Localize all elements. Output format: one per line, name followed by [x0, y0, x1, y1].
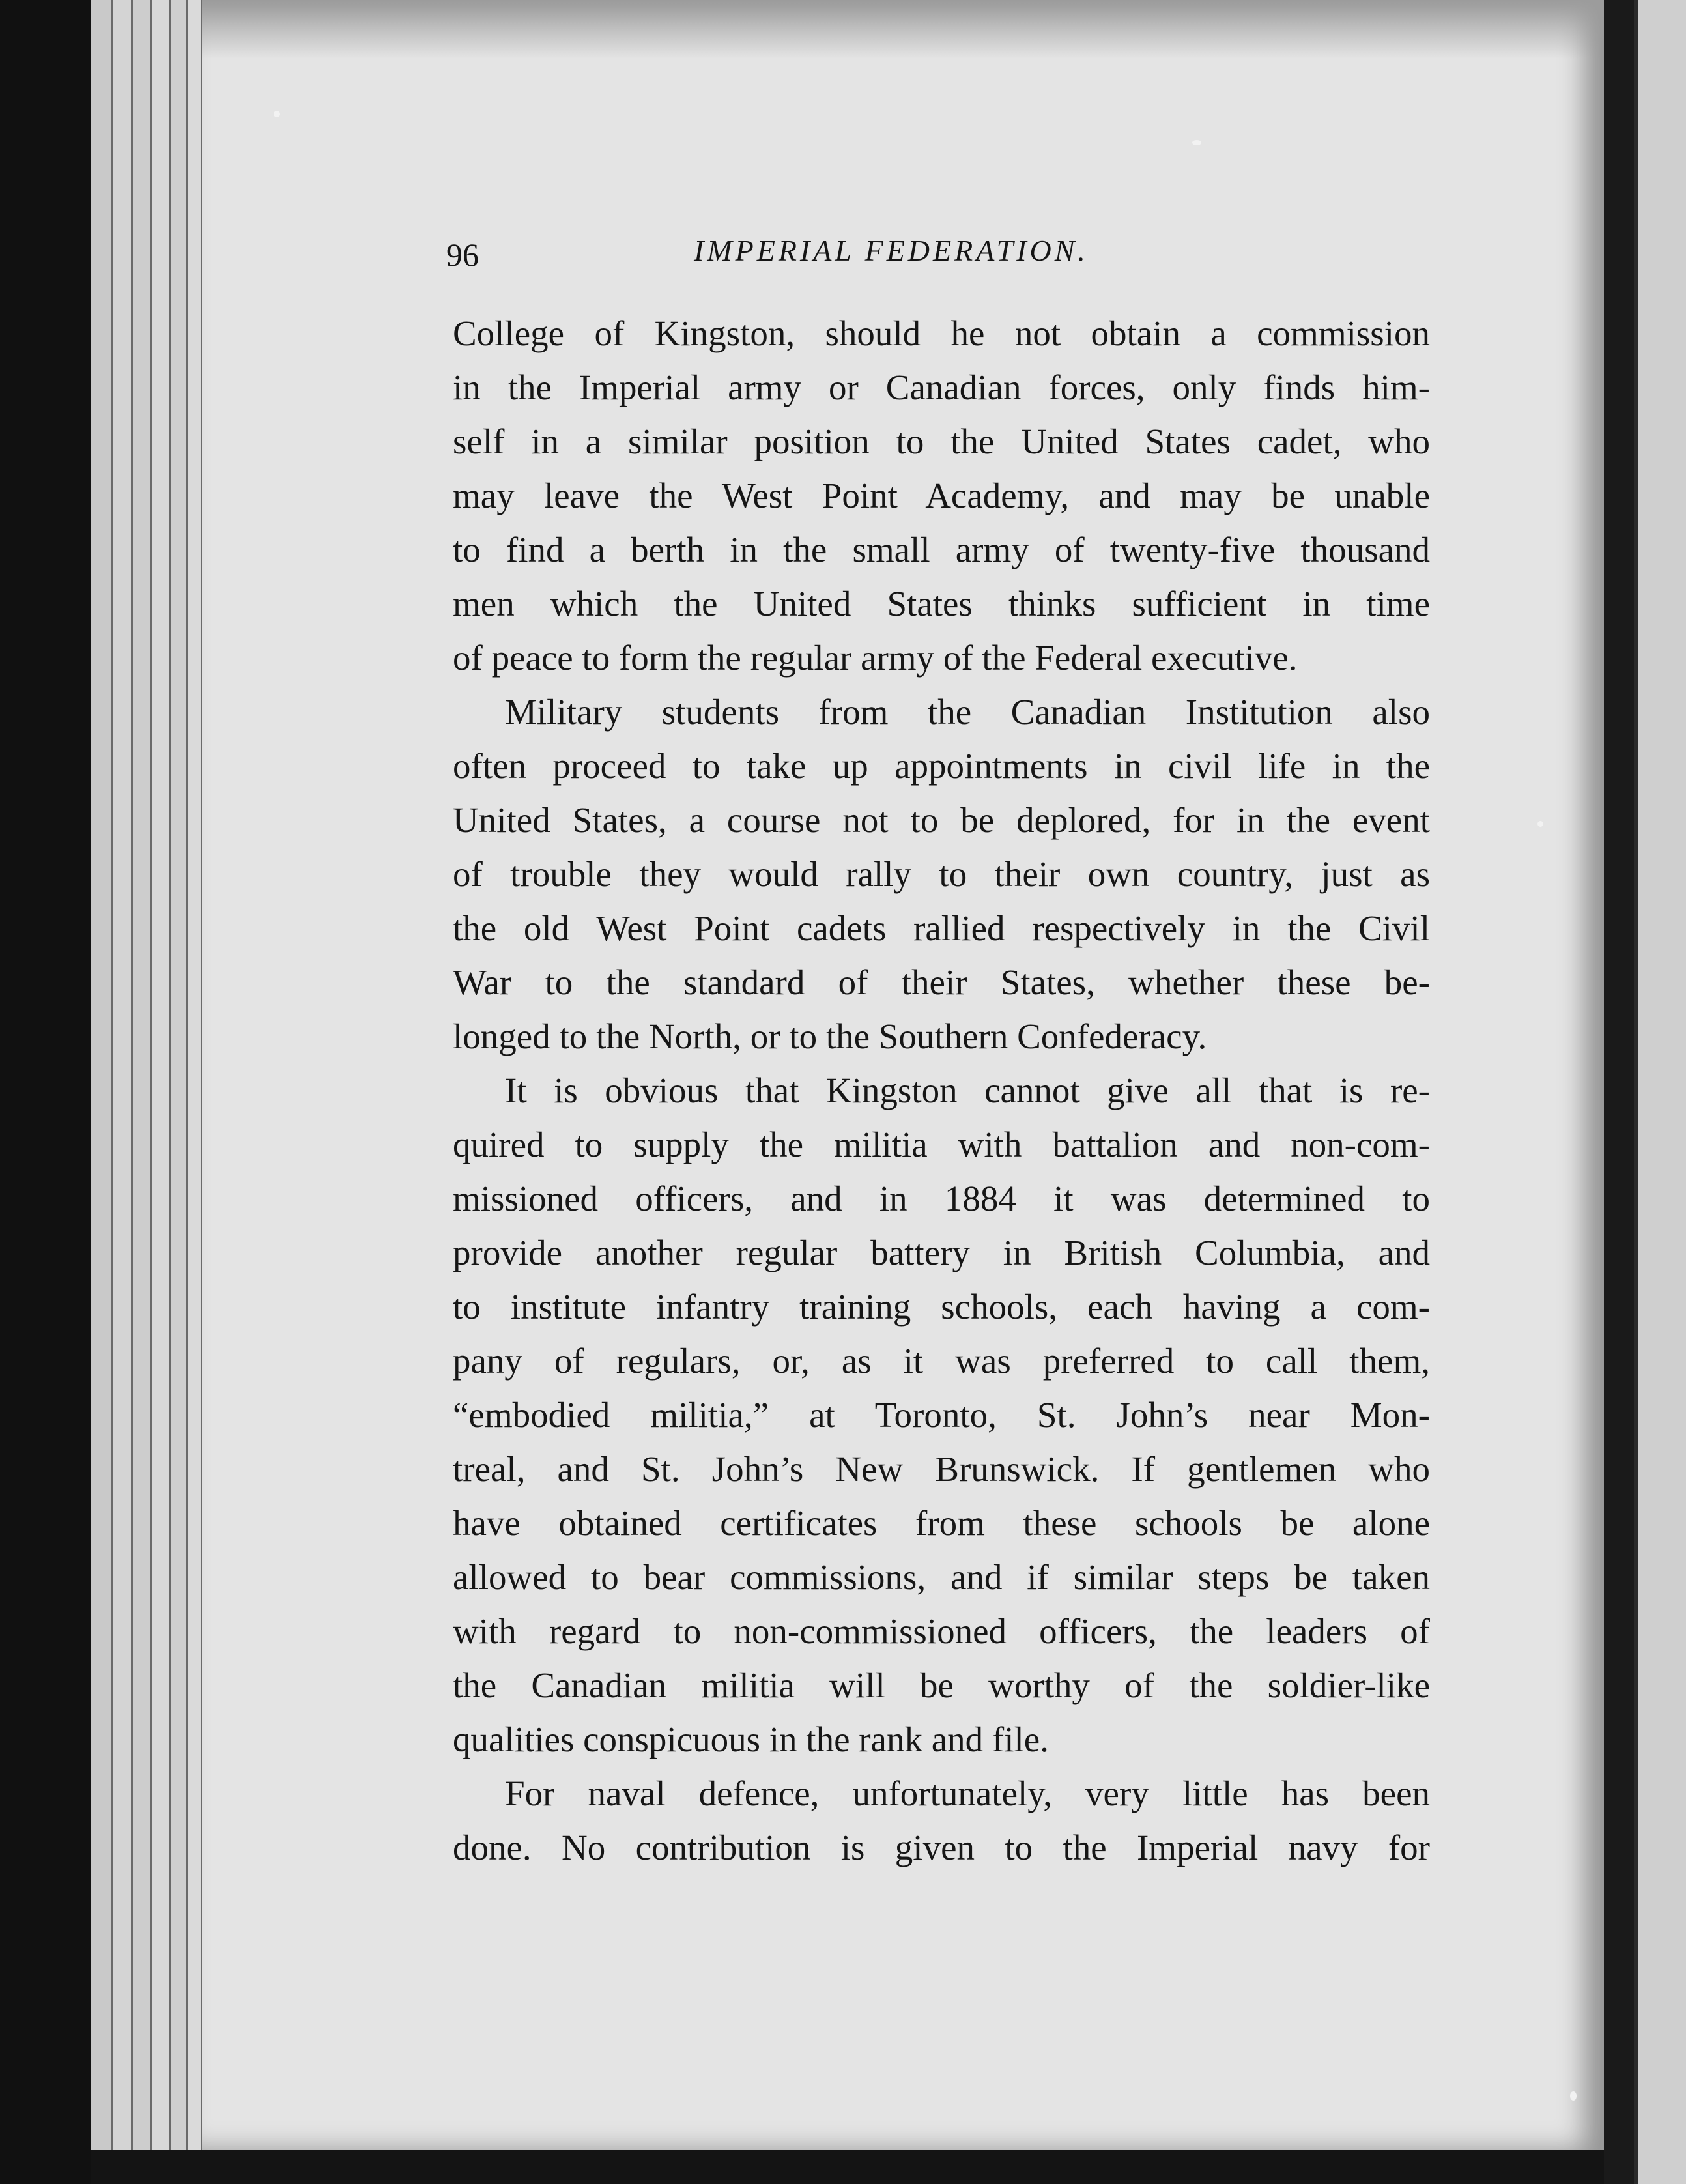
page-edge	[91, 0, 113, 2184]
text-line: done. No contribution is given to the Imperial navy for	[453, 1828, 1430, 1867]
text-line: men which the United States thinks sufficient in time	[453, 584, 1430, 624]
text-line: often proceed to take up appointments in civil life in the	[453, 746, 1430, 786]
dust-speck	[274, 111, 280, 117]
text-line: Military students from the Canadian Institution also	[505, 692, 1430, 732]
page-edge	[188, 0, 203, 2184]
text-line: College of Kingston, should he not obtain a commission	[453, 313, 1430, 353]
page-number: 96	[446, 237, 479, 273]
text-line: “embodied militia,” at Toronto, St. John’s near Mon-	[453, 1395, 1430, 1435]
text-line: provide another regular battery in British Columbia, and	[453, 1233, 1430, 1272]
dust-speck	[1570, 2091, 1577, 2101]
text-line: of trouble they would rally to their own country, just as	[453, 854, 1430, 894]
text-line: qualities conspicuous in the rank and file.	[453, 1719, 1049, 1759]
page-edge	[133, 0, 152, 2184]
text-line: For naval defence, unfortunately, very little has been	[505, 1774, 1430, 1813]
dust-speck	[1192, 140, 1201, 145]
text-line: of peace to form the regular army of the Federal executive.	[453, 638, 1298, 678]
text-line: allowed to bear commissions, and if similar steps be taken	[453, 1557, 1430, 1597]
facing-page-edge	[1634, 0, 1686, 2184]
text-line: War to the standard of their States, whether these be-	[453, 962, 1430, 1002]
text-line: in the Imperial army or Canadian forces, only finds him-	[453, 367, 1430, 407]
text-line: treal, and St. John’s New Brunswick. If gentlemen who	[453, 1449, 1430, 1489]
text-line: pany of regulars, or, as it was preferred to call them,	[453, 1341, 1430, 1381]
text-line: with regard to non-commissioned officers, the leaders of	[453, 1611, 1430, 1651]
text-line: It is obvious that Kingston cannot give all that is re-	[505, 1070, 1430, 1110]
film-margin-bottom	[91, 2150, 1604, 2184]
text-line: to institute infantry training schools, each having a com-	[453, 1287, 1430, 1327]
text-line: may leave the West Point Academy, and may be unable	[453, 476, 1430, 515]
running-head	[446, 233, 1169, 285]
text-line: longed to the North, or to the Southern Confederacy.	[453, 1016, 1207, 1056]
film-margin-left	[0, 0, 91, 2184]
book-gutter	[1604, 0, 1634, 2184]
dust-speck	[1537, 821, 1543, 827]
body-text	[453, 306, 1430, 1875]
running-head-title: IMPERIAL FEDERATION.	[694, 234, 1089, 267]
page-edge	[152, 0, 171, 2184]
text-line: have obtained certificates from these schools be alone	[453, 1503, 1430, 1543]
text-line: missioned officers, and in 1884 it was determined to	[453, 1179, 1430, 1218]
text-line: to find a berth in the small army of twenty-five thousand	[453, 530, 1430, 569]
page-edge	[171, 0, 188, 2184]
text-line: United States, a course not to be deplored, for in the event	[453, 800, 1430, 840]
text-line: quired to supply the militia with battalion and non-com-	[453, 1125, 1430, 1164]
text-line: the old West Point cadets rallied respectively in the Civil	[453, 908, 1430, 948]
text-line: self in a similar position to the United States cadet, who	[453, 422, 1430, 461]
text-line: the Canadian militia will be worthy of the soldier-like	[453, 1665, 1430, 1705]
page-edge	[113, 0, 133, 2184]
